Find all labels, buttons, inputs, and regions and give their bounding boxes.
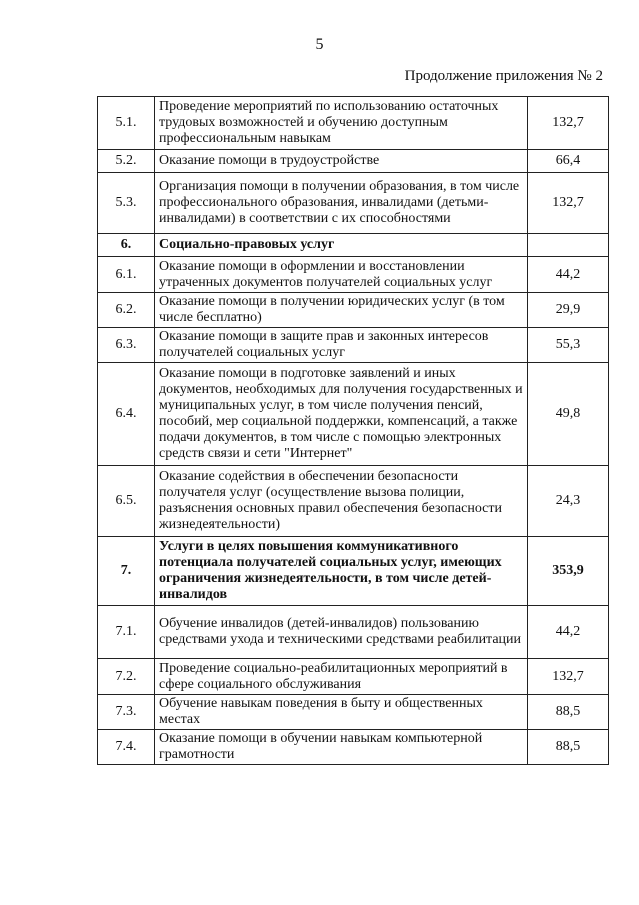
- appendix-note: Продолжение приложения № 2: [404, 68, 603, 84]
- service-price: 88,5: [528, 730, 609, 765]
- service-name: Оказание помощи в обучении навыкам компьютерной грамотности: [155, 730, 528, 765]
- row-number: 6.5.: [98, 466, 155, 537]
- service-price: 353,9: [528, 537, 609, 606]
- service-price: [528, 234, 609, 257]
- table-row: [98, 466, 609, 537]
- service-name: Оказание помощи в трудоустройстве: [155, 150, 528, 173]
- service-name: Обучение навыкам поведения в быту и общественных местах: [155, 695, 528, 730]
- row-number: 7.3.: [98, 695, 155, 730]
- service-price: 49,8: [528, 363, 609, 466]
- row-number: 6.: [98, 234, 155, 257]
- service-price: 44,2: [528, 606, 609, 659]
- service-price: 55,3: [528, 328, 609, 363]
- service-name: Оказание помощи в получении юридических услуг (в том числе бесплатно): [155, 293, 528, 328]
- service-name: Оказание помощи в оформлении и восстановлении утраченных документов получателей социальных услуг: [155, 257, 528, 293]
- table-row: [98, 730, 609, 765]
- table-row: [98, 257, 609, 293]
- row-number: 6.1.: [98, 257, 155, 293]
- service-name: Оказание помощи в защите прав и законных интересов получателей социальных услуг: [155, 328, 528, 363]
- table-row: [98, 97, 609, 150]
- section-title: Услуги в целях повышения коммуникативного потенциала получателей социальных услуг, имеющих ограничения жизнедеятельности, в том числе детей-инвалидов: [155, 537, 528, 606]
- row-number: 6.2.: [98, 293, 155, 328]
- service-price: 29,9: [528, 293, 609, 328]
- row-number: 5.2.: [98, 150, 155, 173]
- row-number: 5.1.: [98, 97, 155, 150]
- service-price: 24,3: [528, 466, 609, 537]
- table-row: [98, 328, 609, 363]
- service-name: Оказание содействия в обеспечении безопасности получателя услуг (осуществление вызова полиции, разъяснения основных правил обеспечения безопасности жизнедеятельности): [155, 466, 528, 537]
- table-row: [98, 293, 609, 328]
- service-price: 132,7: [528, 659, 609, 695]
- service-price: 66,4: [528, 150, 609, 173]
- row-number: 7.2.: [98, 659, 155, 695]
- section-row: [98, 234, 609, 257]
- row-number: 7.: [98, 537, 155, 606]
- service-name: Проведение социально-реабилитационных мероприятий в сфере социального обслуживания: [155, 659, 528, 695]
- service-name: Проведение мероприятий по использованию остаточных трудовых возможностей и обучению доступным профессиональным навыкам: [155, 97, 528, 150]
- service-price: 44,2: [528, 257, 609, 293]
- page-number: 5: [315, 36, 324, 53]
- table-row: [98, 150, 609, 173]
- table-row: [98, 659, 609, 695]
- service-price: 132,7: [528, 97, 609, 150]
- row-number: 6.4.: [98, 363, 155, 466]
- service-name: Организация помощи в получении образования, в том числе профессионального образования, инвалидами (детьми-инвалидами) в соответствии с их способностями: [155, 173, 528, 234]
- row-number: 7.4.: [98, 730, 155, 765]
- service-price: 88,5: [528, 695, 609, 730]
- section-row: [98, 537, 609, 606]
- service-price: 132,7: [528, 173, 609, 234]
- table-row: [98, 606, 609, 659]
- row-number: 5.3.: [98, 173, 155, 234]
- services-table: [97, 96, 609, 765]
- row-number: 6.3.: [98, 328, 155, 363]
- table-row: [98, 695, 609, 730]
- table-row: [98, 363, 609, 466]
- service-name: Обучение инвалидов (детей-инвалидов) пользованию средствами ухода и техническими средствами реабилитации: [155, 606, 528, 659]
- service-name: Оказание помощи в подготовке заявлений и иных документов, необходимых для получения государственных и муниципальных услуг, в том числе получения пенсий, пособий, мер социальной поддержки, компенсаций, а также подачи документов, в том числе с помощью электронных средств связи и сети "Интернет": [155, 363, 528, 466]
- table-row: [98, 173, 609, 234]
- row-number: 7.1.: [98, 606, 155, 659]
- section-title: Социально-правовых услуг: [155, 234, 528, 257]
